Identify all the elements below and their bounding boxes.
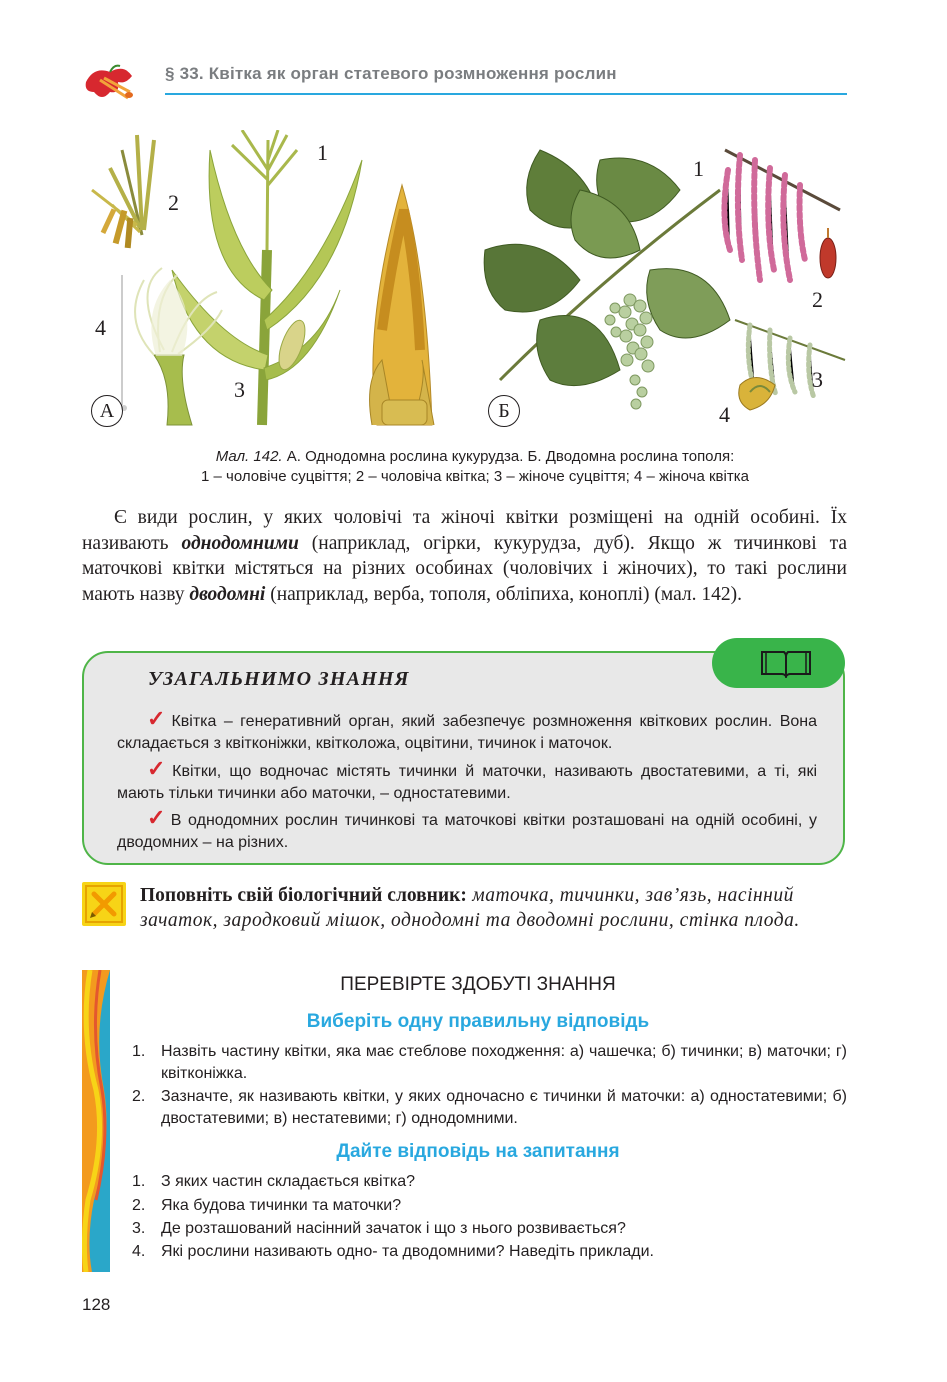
- term-monoecious: однодомними: [181, 532, 299, 554]
- summary-item-text: Квітки, що водночас містять тичинки й маточки, називають двостатевими, а ті, які мають тільки тичинки або маточки, – одностатевими.: [117, 763, 818, 802]
- corn-plant-drawing: [172, 130, 362, 425]
- dictionary-terms: маточка, тичинки, зав’язь, насінний зачаток, зародковий мішок, однодомні та дводомні рослини, стінка плода.: [140, 885, 800, 931]
- summary-tab: [712, 638, 845, 688]
- summary-title: УЗАГАЛЬНИМО ЗНАННЯ: [148, 668, 410, 690]
- summary-item-text: В однодомних рослин тичинкові та маточкові квітки розташовані на одній особині, у дводомних – на різних.: [117, 812, 817, 851]
- check-icon: ✓: [147, 706, 169, 731]
- summary-item-3: [117, 807, 817, 854]
- book-icon: [758, 648, 814, 678]
- answer-questions-title: Дайте відповідь на запитання: [336, 1141, 620, 1162]
- question-item: 4. Які рослини називають одно- та дводомними? Наведіть приклади.: [132, 1243, 654, 1260]
- summary-item-text: Квітка – генеративний орган, який забезпечує розмноження квіткових рослин. Вона складається з квітконіжки, квітколожа, оцвітини, тичинок і маточок.: [117, 713, 817, 752]
- caption-line-1: А. Однодомна рослина кукурудза. Б. Дводомна рослина тополя:: [282, 448, 735, 465]
- body-text-2: (наприклад, огірки, кукурудза, дуб). Якщо ж тичинкові та маточкові квітки містяться на різних особинах (чоловічих і жіночих), то такі рослини мають назву: [82, 532, 847, 605]
- question-item: 1. Назвіть частину квітки, яка має стеблове походження: а) чашечка; б) тичинки; в) маточки; г) квітконіжка.: [132, 1043, 847, 1082]
- poplar-illustration: [480, 130, 850, 430]
- figure-label-3: 3: [234, 377, 245, 402]
- panel-label-b: Б: [488, 395, 520, 427]
- page-number: 128: [82, 1295, 111, 1314]
- caption-line-2: 1 – чоловіче суцвіття; 2 – чоловіча квітка; 3 – жіноче суцвіття; 4 – жіноча квітка: [201, 468, 749, 485]
- panel-label-a: А: [91, 395, 123, 427]
- figure-label-4: 4: [95, 315, 106, 340]
- summary-item-1: [117, 708, 817, 755]
- dictionary-task: [140, 883, 847, 933]
- figure-label-b-3: 3: [812, 367, 823, 392]
- check-icon: ✓: [147, 756, 170, 781]
- question-item: 2. Яка будова тичинки та маточки?: [132, 1197, 402, 1214]
- choose-answer-title: Виберіть одну правильну відповідь: [306, 1011, 650, 1032]
- figure-caption: [90, 447, 860, 487]
- section-title: § 33. Квітка як орган статевого розмноження рослин: [165, 64, 617, 83]
- side-decoration: [82, 970, 110, 1272]
- question-item: 2. Зазначте, як називають квітки, у яких одночасно є тичинки й маточки: а) одностатевими; б) двостатевими; в) нестатевими; г) однодомними.: [132, 1088, 847, 1127]
- term-dioecious: дводомні: [189, 583, 266, 605]
- caption-prefix: Мал. 142.: [215, 448, 283, 465]
- flower-icon: [80, 62, 138, 110]
- female-inflorescence-drawing: [121, 268, 222, 425]
- figure-label-b-2: 2: [812, 287, 823, 312]
- figure-label-b-4: 4: [719, 402, 730, 427]
- male-flower-drawing: [92, 135, 154, 248]
- question-item: 3. Де розташований насінний зачаток і що з нього розвивається?: [132, 1220, 626, 1237]
- dictionary-lead: Поповніть свій біологічний словник:: [140, 885, 467, 906]
- body-text-1: Є види рослин, у яких чоловічі та жіночі квітки розміщені на одній особині. Їх називають: [82, 507, 847, 554]
- corn-illustration: [82, 130, 452, 430]
- female-catkin-drawing: [735, 320, 845, 410]
- check-icon: ✓: [147, 805, 168, 830]
- pencil-icon: [82, 882, 126, 926]
- header-rule: [165, 93, 847, 95]
- body-paragraph: [82, 505, 847, 607]
- question-item: 1. З яких частин складається квітка?: [132, 1173, 416, 1190]
- figure-label-2: 2: [168, 190, 179, 215]
- poplar-branch-drawing: [484, 150, 730, 409]
- figure-label-b-1: 1: [693, 156, 704, 181]
- check-knowledge-title: ПЕРЕВІРТЕ ЗДОБУТІ ЗНАННЯ: [340, 974, 616, 995]
- corn-cob-drawing: [370, 185, 434, 425]
- body-text-3: (наприклад, верба, тополя, обліпиха, коноплі) (мал. 142).: [265, 583, 743, 605]
- figure-label-1: 1: [317, 140, 328, 165]
- summary-item-2: [117, 758, 817, 805]
- male-catkin-drawing: [724, 150, 840, 280]
